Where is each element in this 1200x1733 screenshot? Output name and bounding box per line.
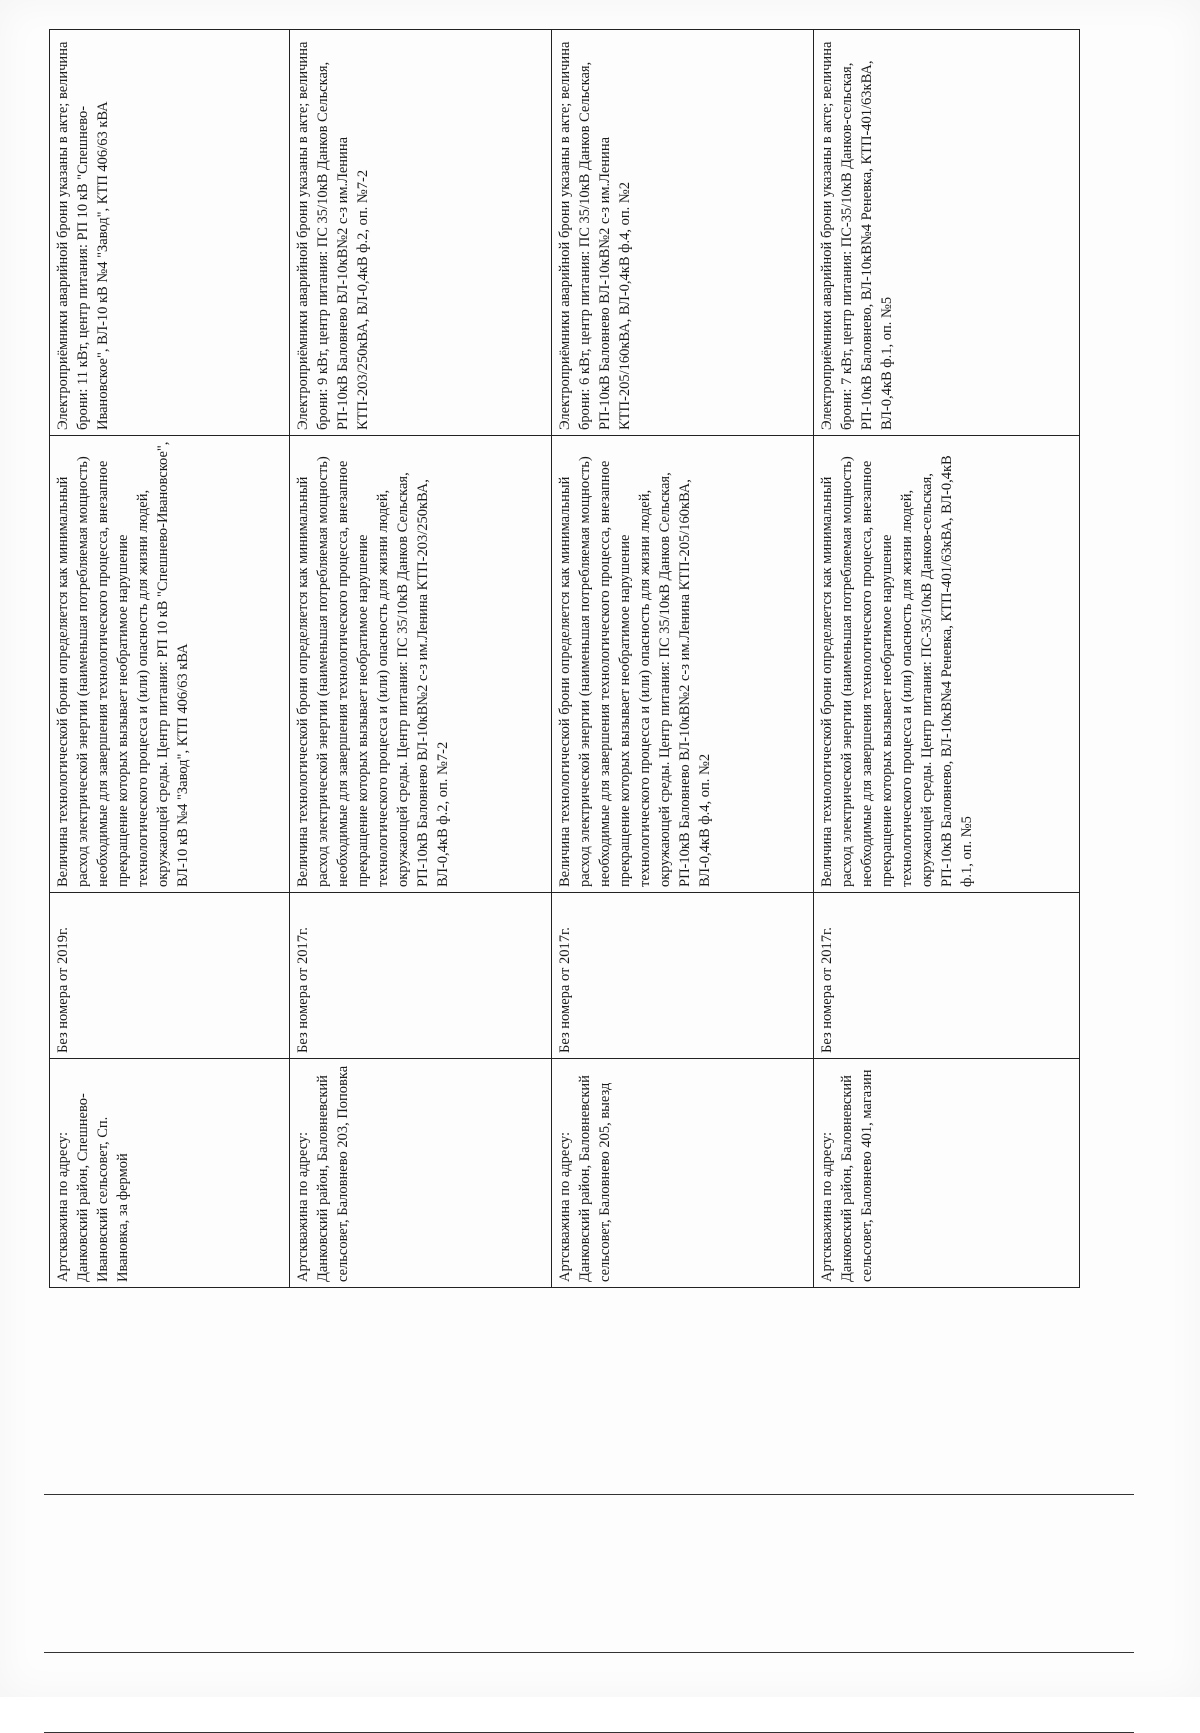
emergency-reserve-cell: Электроприёмники аварийной брони указаны в акте; величина брони: 7 кВт, центр питания: ПС-35/10кВ Данков-сельская, РП-10кВ Баловнево, ВЛ-10кВ№4 Реневка, КТП-401/63кВА, ВЛ-0,4кВ ф.1, оп. №5	[814, 30, 1080, 436]
object-cell: Артскважина по адресу: Данковский район, Баловневский сельсовет, Баловнево 203, Поповка	[290, 1059, 552, 1288]
tech-reserve-cell: Величина технологической брони определяется как минимальный расход электрической энергии (наименьшая потребляемая мощность) необходимые для завершения технологического процесса, внезапное прекращение которых вызывает необратимое нарушение технологического процесса и (или) опасность для жизни людей, окружающей среды. Центр питания: ПС 35/10кВ Данков Сельская, РП-10кВ Баловнево ВЛ-10кВ№2 с-з им.Ленина КТП-205/160кВА, ВЛ-0,4кВ ф.4, оп. №2	[552, 436, 814, 893]
act-cell: Без номера от 2017г.	[290, 893, 552, 1059]
object-cell: Артскважина по адресу: Данковский район, Спешнево-Ивановский сельсовет, Сп. Ивановка, за фермой	[50, 1059, 290, 1288]
rotated-table-block	[49, 30, 1079, 1288]
emergency-reserve-cell: Электроприёмники аварийной брони указаны в акте; величина брони: 6 кВт, центр питания: ПС 35/10кВ Данков Сельская, РП-10кВ Баловнево ВЛ-10кВ№2 с-з им.Ленина КТП-205/160кВА, ВЛ-0,4кВ ф.4, оп. №2	[552, 30, 814, 436]
act-cell: Без номера от 2019г.	[50, 893, 290, 1059]
emergency-reserve-cell: Электроприёмники аварийной брони указаны в акте; величина брони: 11 кВт, центр питания: РП 10 кВ "Спешнево-Ивановское", ВЛ-10 кВ №4 "Завод", КТП 406/63 кВА	[50, 30, 290, 436]
table-row	[50, 30, 290, 1288]
table-row	[552, 30, 814, 1288]
emergency-reserve-cell: Электроприёмники аварийной брони указаны в акте; величина брони: 9 кВт, центр питания: ПС 35/10кВ Данков Сельская, РП-10кВ Баловнево ВЛ-10кВ№2 с-з им.Ленина КТП-203/250кВА, ВЛ-0,4кВ ф.2, оп. №7-2	[290, 30, 552, 436]
table-row	[290, 30, 552, 1288]
tech-reserve-cell: Величина технологической брони определяется как минимальный расход электрической энергии (наименьшая потребляемая мощность) необходимые для завершения технологического процесса, внезапное прекращение которых вызывает необратимое нарушение технологического процесса и (или) опасность для жизни людей, окружающей среды. Центр питания: ПС 35/10кВ Данков Сельская, РП-10кВ Баловнево ВЛ-10кВ№2 с-з им.Ленина КТП-203/250кВА, ВЛ-0,4кВ ф.2, оп. №7-2	[290, 436, 552, 893]
reserve-table	[49, 29, 1080, 1288]
tech-reserve-cell: Величина технологической брони определяется как минимальный расход электрической энергии (наименьшая потребляемая мощность) необходимые для завершения технологического процесса, внезапное прекращение которых вызывает необратимое нарушение технологического процесса и (или) опасность для жизни людей, окружающей среды. Центр питания: ПС-35/10кВ Данков-сельская, РП-10кВ Баловнево, ВЛ-10кВ№4 Реневка, КТП-401/63кВА, ВЛ-0,4кВ ф.1, оп. №5	[814, 436, 1080, 893]
object-cell: Артскважина по адресу: Данковский район, Баловневский сельсовет, Баловнево 401, магазин	[814, 1059, 1080, 1288]
horizontal-rule	[44, 1494, 1134, 1495]
act-cell: Без номера от 2017г.	[552, 893, 814, 1059]
tech-reserve-cell: Величина технологической брони определяется как минимальный расход электрической энергии (наименьшая потребляемая мощность) необходимые для завершения технологического процесса, внезапное прекращение которых вызывает необратимое нарушение технологического процесса и (или) опасность для жизни людей, окружающей среды. Центр питания: РП 10 кВ "Спешнево-Ивановское", ВЛ-10 кВ №4 "Завод", КТП 406/63 кВА	[50, 436, 290, 893]
act-cell: Без номера от 2017г.	[814, 893, 1080, 1059]
table-row	[814, 30, 1080, 1288]
horizontal-rule	[44, 1652, 1134, 1653]
object-cell: Артскважина по адресу: Данковский район, Баловневский сельсовет, Баловнево 205, выезд	[552, 1059, 814, 1288]
